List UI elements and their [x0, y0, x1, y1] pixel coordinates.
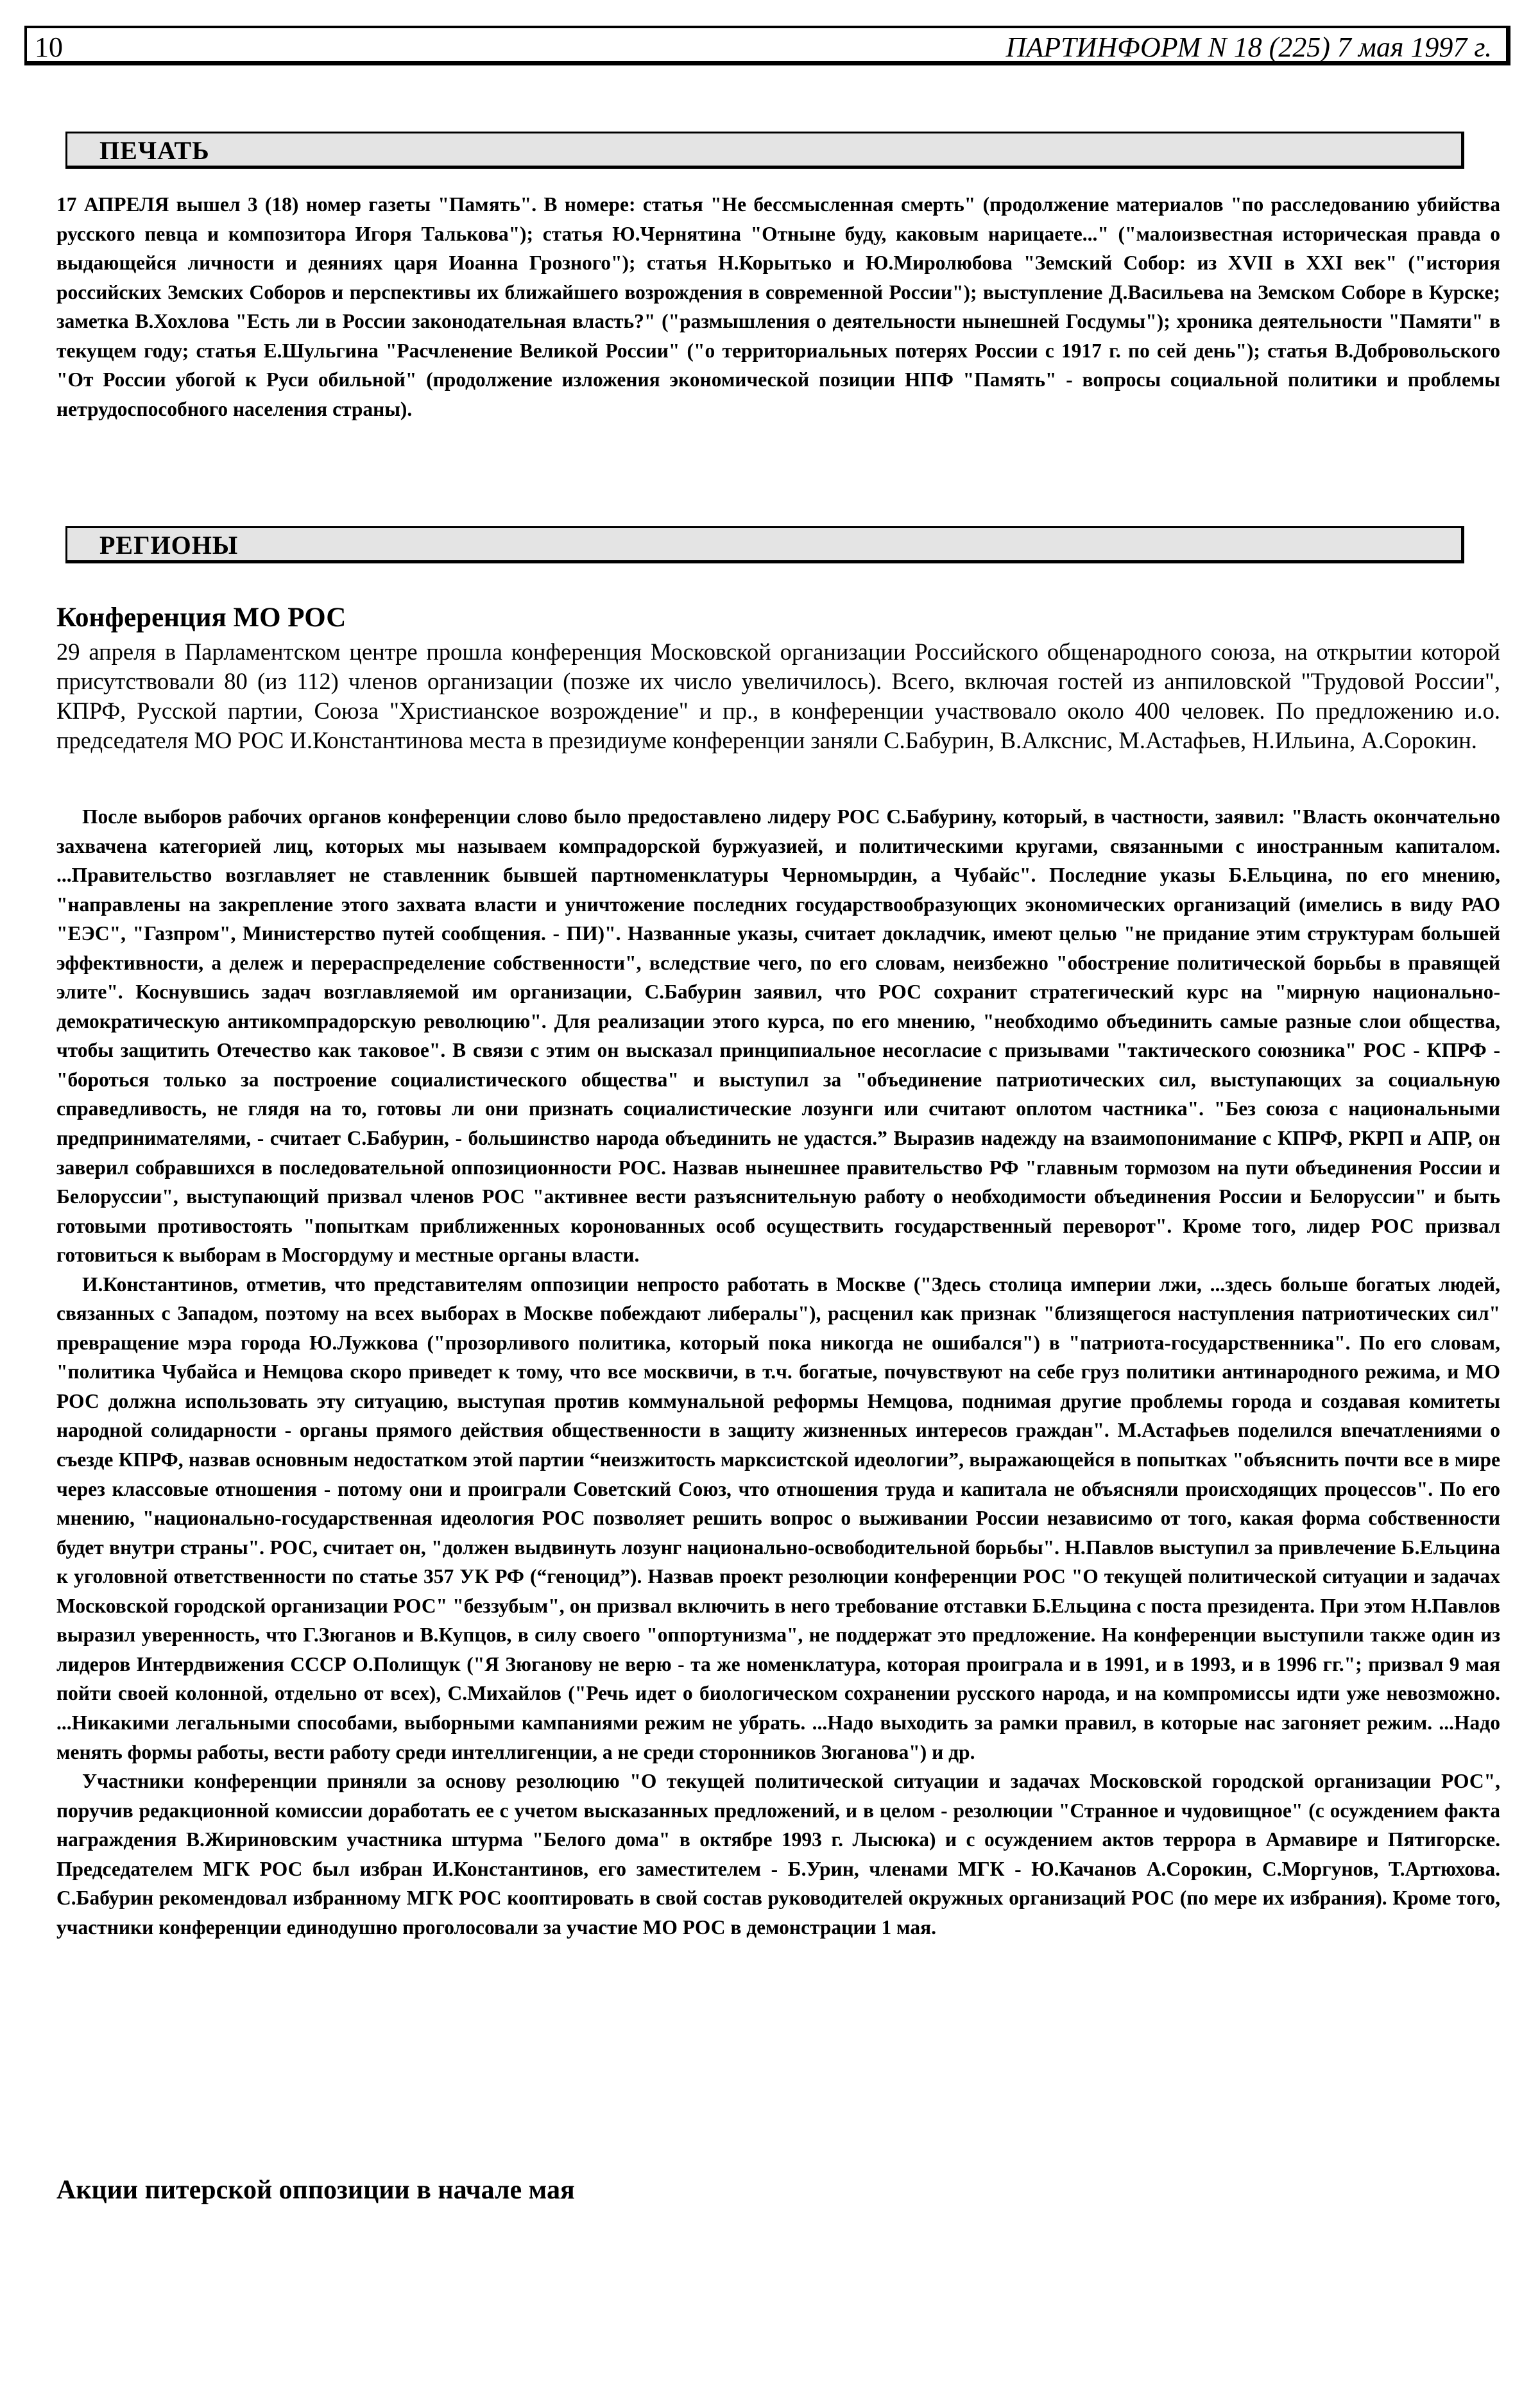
article-paragraph: После выборов рабочих органов конференции слово было предоставлено лидеру РОС С.Бабурину, который, в частности, заявил: "Власть окончательно захвачена категорией лиц, которых мы называем компрадорской буржуазией, и политическими кругами, связанными с иностранным капиталом. ...Правительство возглавляет не ставленник бывшей партноменклатуры Черномырдин, а Чубайс". Последние указы Б.Ельцина, по его мнению, "направлены на закрепление этого захвата власти и уничтожение последних государствообразующих экономических организаций (имелись в виду РАО "ЕЭС", "Газпром", Министерство путей сообщения. - ПИ)". Названные указы, считает докладчик, имеют целью "не придание этим структурам большей эффективности, а дележ и перераспределение собственности", вследствие чего, по его словам, неизбежно "обострение политической борьбы в правящей элите". Коснувшись задач возглавляемой им организации, С.Бабурин заявил, что РОС сохранит стратегический курс на "мирную национально-демократическую антикомпрадорскую революцию". Для реализации этого курса, по его мнению, "необходимо объединить самые разные слои общества, чтобы защитить Отечество как таковое". В связи с этим он высказал принципиальное несогласие с призывами "тактического союзника" РОС - КПРФ - "бороться только за построение социалистического общества" и выступил за "объединение патриотических сил, выступающих за социальную справедливость, не глядя на то, готовы ли они признать социалистические лозунги или считают оплотом частника". "Без союза с национальными предпринимателями, - считает С.Бабурин, - большинство народа объединить не удастся.” Выразив надежду на взаимопонимание с КПРФ, РКРП и АПР, он заверил собравшихся в последовательной оппозиционности РОС. Назвав нынешнее правительство РФ "главным тормозом на пути объединения России и Белоруссии", выступающий призвал членов РОС "активнее вести разъяснительную работу о необходимости объединения России и Белоруссии" и быть готовыми противостоять "попыткам приближенных коронованных особ осуществить государственный переворот". Кроме того, лидер РОС призвал готовиться к выборам в Мосгордуму и местные органы власти.: [56, 805, 1500, 1267]
article-title-next: Акции питерской оппозиции в начале мая: [56, 2175, 575, 2205]
article-paragraph: И.Константинов, отметив, что представителям оппозиции непросто работать в Москве ("Здесь столица империи лжи, ...здесь больше богатых людей, связанных с Западом, поэтому на всех выборах в Москве побеждают либералы"), расценил как признак "близящегося наступления патриотических сил" превращение мэра города Ю.Лужкова ("прозорливого политика, который пока никогда не ошибался") в "патриота-государственника". По его словам, "политика Чубайса и Немцова скоро приведет к тому, что все москвичи, в т.ч. богатые, почувствуют на себе груз политики антинародного режима, и МО РОС должна использовать эту ситуацию, выступая против коммунальной реформы Немцова, поднимая другие проблемы города и создавая комитеты народной солидарности - органы прямого действия общественности в защиту жизненных интересов граждан". М.Астафьев поделился впечатлениями о съезде КПРФ, назвав основным недостатком этой партии “неизжитость марксистской идеологии”, выражающейся в попытках "объяснить почти все в мире через классовые отношения - потому они и проиграли Советский Союз, что отношения труда и капитала не объясняли происходящих процессов". По его мнению, "национально-государственная идеология РОС позволяет решить вопрос о выживании России независимо от того, какая форма собственности будет внутри страны". РОС, считает он, "должен выдвинуть лозунг национально-освободительной борьбы". Н.Павлов выступил за привлечение Б.Ельцина к уголовной ответственности по статье 357 УК РФ (“геноцид”). Назвав проект резолюции конференции РОС "О текущей политической ситуации и задачах Московской городской организации РОС" "беззубым", он призвал включить в него требование отставки Б.Ельцина с поста президента. При этом Н.Павлов выразил уверенность, что Г.Зюганов и В.Купцов, в силу своего "оппортунизма", не поддержат это предложение. На конференции выступили также один из лидеров Интердвижения СССР О.Полищук ("Я Зюганову не верю - та же номенклатура, которая проиграла и в 1991, и в 1993, и в 1996 гг."; призвал 9 мая пойти своей колонной, отдельно от всех), С.Михайлов ("Речь идет о биологическом сохранении русского народа, и на компромиссы идти уже невозможно. ...Никакими легальными способами, выборными кампаниями режим не убрать. ...Надо выходить за рамки правил, в которые нас загоняет режим. ...Надо менять формы работы, вести работу среди интеллигенции, а не среди сторонников Зюганова") и др.: [56, 1272, 1500, 1763]
section-heading-regiony: [65, 526, 1464, 563]
article-body: [56, 802, 1500, 1942]
page-header: [24, 26, 1510, 65]
article-paragraph: Участники конференции приняли за основу резолюцию "О текущей политической ситуации и задачах Московской городской организации РОС", поручив редакционной комиссии доработать ее с учетом высказанных предложений, и в целом - резолюции "Странное и чудовищное" (с осуждением факта награждения В.Жириновским участника штурма "Белого дома" в октябре 1993 г. Лысюка) и с осуждением актов террора в Армавире и Пятигорске. Председателем МГК РОС был избран И.Константинов, его заместителем - Б.Урин, членами МГК - Ю.Качанов А.Сорокин, С.Моргунов, Т.Артюхова. С.Бабурин рекомендовал избранному МГК РОС кооптировать в свой состав руководителей окружных организаций РОС (по мере их избрания). Кроме того, участники конференции единодушно проголосовали за участие МО РОС в демонстрации 1 мая.: [56, 1770, 1500, 1939]
article-intro: 29 апреля в Парламентском центре прошла конференция Московской организации Российского общенародного союза, на открытии которой присутствовали 80 (из 112) членов организации (позже их число увеличилось). Всего, включая гостей из анпиловской "Трудовой России", КПРФ, Русской партии, Союза "Христианское возрождение" и пр., в конференции участвовало около 400 человек. По предложению и.о. председателя МО РОС И.Константинова места в президиуме конференции заняли С.Бабурин, В.Алкснис, М.Астафьев, Н.Ильина, А.Сорокин.: [56, 638, 1500, 753]
section-heading-pechat: [65, 132, 1464, 169]
page-number: 10: [35, 31, 63, 63]
article-title: Конференция МО РОС: [56, 603, 346, 633]
pechat-paragraph: 17 АПРЕЛЯ вышел 3 (18) номер газеты "Память". В номере: статья "Не бессмысленная смерть" (продолжение материалов "по расследованию убийства русского певца и композитора Игоря Талькова"); статья Ю.Чернятина "Отныне буду, каковым нарицаете..." ("малоизвестная историческая правда о выдающейся личности и деяниях царя Иоанна Грозного"); статья Н.Корытько и Ю.Миролюбова "Земский Собор: из XVII в XXI век" ("история российских Земских Соборов и перспективы их ближайшего возрождения в современной России"); выступление Д.Васильева на Земском Соборе в Курске; заметка В.Хохлова "Есть ли в России законодательная власть?" ("размышления о деятельности нынешней Госдумы"); хроника деятельности "Памяти" в текущем году; статья Е.Шульгина "Расчленение Великой России" ("о территориальных потерях России с 1917 г. по сей день"); статья В.Добровольского "От России убогой к Руси обильной" (продолжение изложения экономической позиции НПФ "Память" - вопросы социальной политики и проблемы нетрудоспособного населения страны).: [56, 193, 1500, 420]
section-label: РЕГИОНЫ: [99, 531, 239, 560]
section-label: ПЕЧАТЬ: [99, 136, 210, 165]
issue-title: ПАРТИНФОРМ N 18 (225) 7 мая 1997 г.: [1005, 31, 1492, 63]
